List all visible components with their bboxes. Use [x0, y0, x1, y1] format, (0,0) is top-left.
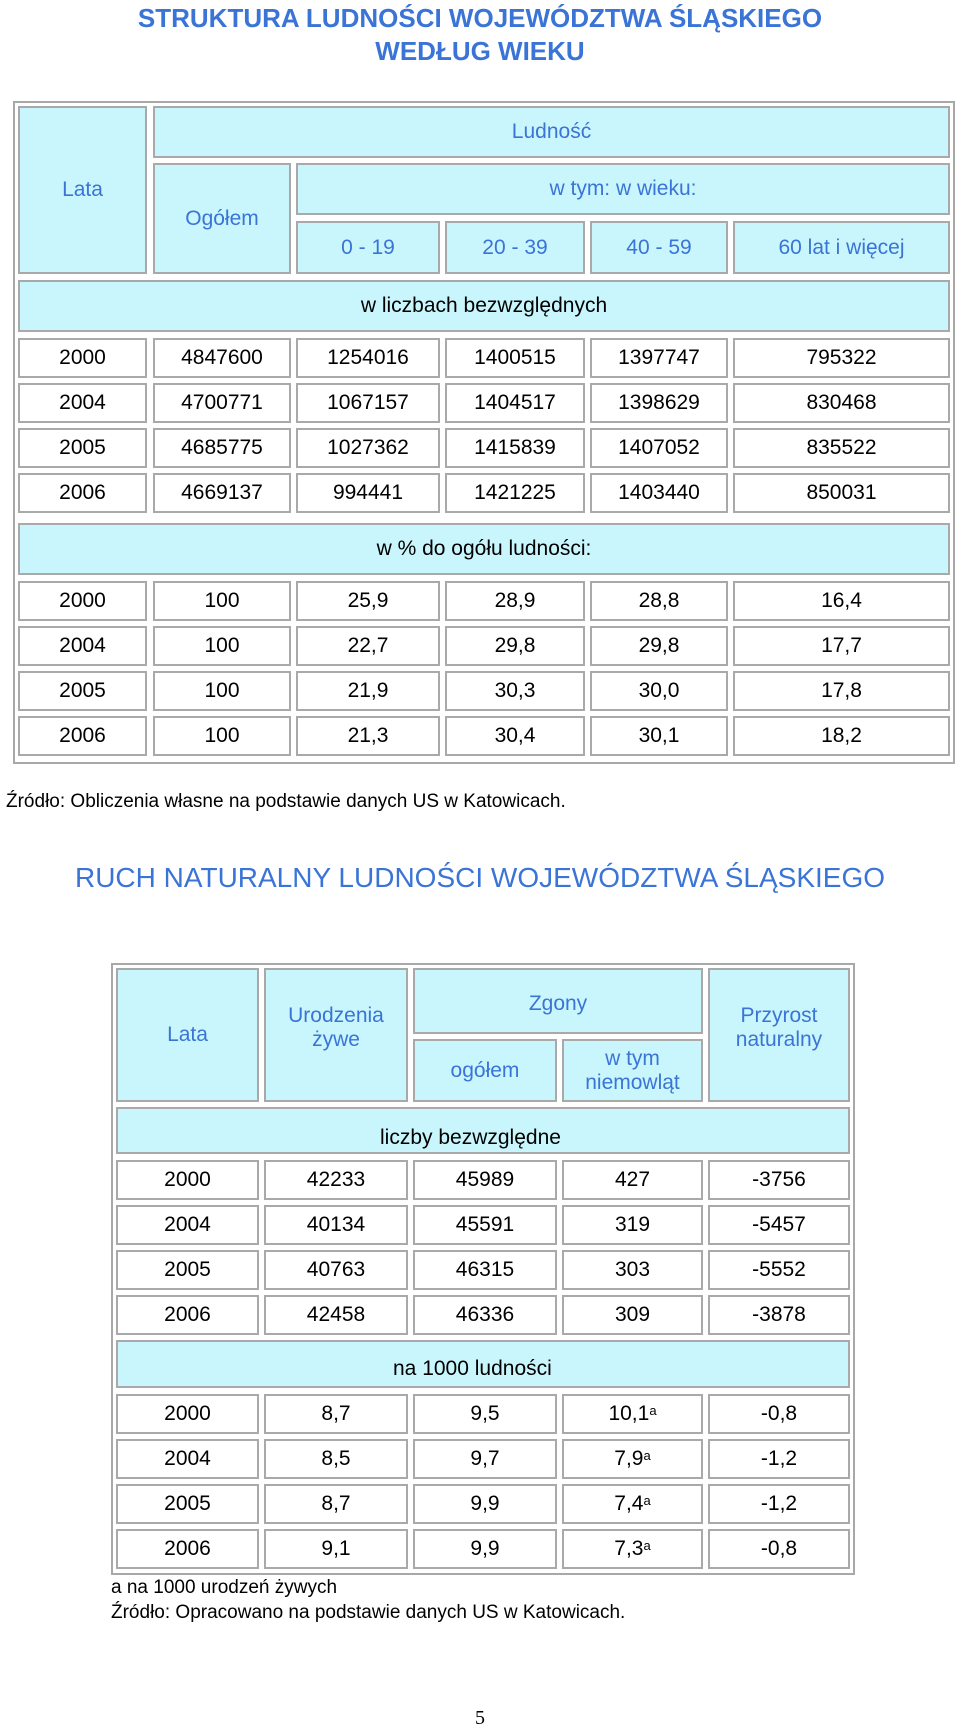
rate2-cell: 8,5	[264, 1439, 408, 1479]
pct-cell: 100	[153, 626, 291, 666]
header-w-tym: w tym: w wieku:	[296, 163, 950, 215]
pct-cell: 29,8	[590, 626, 728, 666]
table1-title-line1: STRUKTURA LUDNOŚCI WOJEWÓDZTWA ŚLĄSKIEGO	[137, 3, 823, 33]
abs2-cell: 40763	[264, 1250, 408, 1290]
rate2-cell: -1,2	[708, 1484, 850, 1524]
header-lata: Lata	[18, 106, 147, 274]
section2-per-1000: na 1000 ludności	[116, 1340, 850, 1388]
header2-niemowlat-line2: niemowląt	[585, 1070, 680, 1094]
abs2-cell: 45989	[413, 1160, 557, 1200]
rate2-cell: 8,7	[264, 1394, 408, 1434]
pct-cell: 30,3	[445, 671, 585, 711]
header2-lata: Lata	[116, 968, 259, 1102]
abs-cell: 830468	[733, 383, 950, 423]
rate2-cell: 9,9	[413, 1484, 557, 1524]
pct-cell: 100	[153, 716, 291, 756]
rate2-cell: 10,1 $^a$	[562, 1394, 703, 1434]
abs2-cell: 2005	[116, 1250, 259, 1290]
abs-cell: 1415839	[445, 428, 585, 468]
abs-cell: 1400515	[445, 338, 585, 378]
abs-cell: 1421225	[445, 473, 585, 513]
rate2-cell: 7,4 $^a$	[562, 1484, 703, 1524]
pct-cell: 30,4	[445, 716, 585, 756]
abs2-cell: 46315	[413, 1250, 557, 1290]
header2-zgony-ogolem: ogółem	[413, 1039, 557, 1102]
abs2-cell: 2004	[116, 1205, 259, 1245]
pct-cell: 2006	[18, 716, 147, 756]
infant-rate-value: 7,4	[614, 1492, 644, 1515]
abs2-cell: 46336	[413, 1295, 557, 1335]
abs-cell: 835522	[733, 428, 950, 468]
header2-niemowlat	[562, 1039, 703, 1102]
pct-cell: 2005	[18, 671, 147, 711]
abs-cell: 4685775	[153, 428, 291, 468]
header-ludnosc: Ludność	[153, 106, 950, 158]
header2-zgony: Zgony	[413, 968, 703, 1034]
pct-cell: 30,1	[590, 716, 728, 756]
abs-cell: 4669137	[153, 473, 291, 513]
infant-rate-value: 7,3	[614, 1537, 644, 1560]
rate2-cell: 2005	[116, 1484, 259, 1524]
abs-cell: 4847600	[153, 338, 291, 378]
section-percent: w % do ogółu ludności:	[18, 523, 950, 575]
rate2-cell: 7,9 $^a$	[562, 1439, 703, 1479]
header2-urodzenia-line1: Urodzenia	[288, 1004, 384, 1027]
header-age-20-39: 20 - 39	[445, 221, 585, 274]
abs2-cell: -3878	[708, 1295, 850, 1335]
pct-cell: 17,7	[733, 626, 950, 666]
abs2-cell: 427	[562, 1160, 703, 1200]
abs-cell: 2006	[18, 473, 147, 513]
page-number: 5	[475, 1707, 485, 1729]
abs-cell: 795322	[733, 338, 950, 378]
pct-cell: 17,8	[733, 671, 950, 711]
header-age-0-19: 0 - 19	[296, 221, 440, 274]
rate2-cell: 9,5	[413, 1394, 557, 1434]
abs2-cell: 2006	[116, 1295, 259, 1335]
pct-cell: 100	[153, 671, 291, 711]
pct-cell: 21,9	[296, 671, 440, 711]
pct-cell: 28,8	[590, 581, 728, 621]
abs2-cell: 42458	[264, 1295, 408, 1335]
pct-cell: 2004	[18, 626, 147, 666]
infant-rate-value: 10,1	[608, 1402, 650, 1425]
rate2-cell: 9,1	[264, 1529, 408, 1569]
abs2-cell: 303	[562, 1250, 703, 1290]
abs-cell: 1027362	[296, 428, 440, 468]
section-absolute-numbers: w liczbach bezwzględnych	[18, 280, 950, 332]
abs2-cell: -5457	[708, 1205, 850, 1245]
pct-cell: 21,3	[296, 716, 440, 756]
abs-cell: 4700771	[153, 383, 291, 423]
pct-cell: 28,9	[445, 581, 585, 621]
header2-przyrost-line2: naturalny	[735, 1028, 823, 1051]
infant-rate-value: 7,9	[614, 1447, 644, 1470]
rate2-cell: 2006	[116, 1529, 259, 1569]
header2-urodzenia	[264, 968, 408, 1102]
rate2-cell: -0,8	[708, 1529, 850, 1569]
abs-cell: 1403440	[590, 473, 728, 513]
abs-cell: 1397747	[590, 338, 728, 378]
header-ogolem: Ogółem	[153, 163, 291, 274]
section2-absolute: liczby bezwzględne	[116, 1107, 850, 1154]
abs-cell: 2004	[18, 383, 147, 423]
abs2-cell: 42233	[264, 1160, 408, 1200]
abs-cell: 1254016	[296, 338, 440, 378]
pct-cell: 22,7	[296, 626, 440, 666]
abs-cell: 994441	[296, 473, 440, 513]
rate2-cell: 2000	[116, 1394, 259, 1434]
abs2-cell: 45591	[413, 1205, 557, 1245]
header2-urodzenia-line2: żywe	[312, 1028, 360, 1051]
table2-title: RUCH NATURALNY LUDNOŚCI WOJEWÓDZTWA ŚLĄSKIEGO	[74, 862, 886, 893]
table1-source: Źródło: Obliczenia własne na podstawie danych US w Katowicach.	[6, 791, 566, 812]
abs-cell: 2000	[18, 338, 147, 378]
table1-title	[0, 2, 960, 68]
abs-cell: 1067157	[296, 383, 440, 423]
pct-cell: 25,9	[296, 581, 440, 621]
table2-footnote: a na 1000 urodzeń żywych	[111, 1577, 338, 1598]
pct-cell: 2000	[18, 581, 147, 621]
header-age-40-59: 40 - 59	[590, 221, 728, 274]
abs-cell: 1398629	[590, 383, 728, 423]
abs2-cell: -5552	[708, 1250, 850, 1290]
pct-cell: 18,2	[733, 716, 950, 756]
abs2-cell: -3756	[708, 1160, 850, 1200]
header2-przyrost-line1: Przyrost	[740, 1004, 818, 1027]
abs-cell: 1407052	[590, 428, 728, 468]
pct-cell: 16,4	[733, 581, 950, 621]
rate2-cell: 7,3 $^a$	[562, 1529, 703, 1569]
abs2-cell: 309	[562, 1295, 703, 1335]
table1-title-line2: WEDŁUG WIEKU	[375, 36, 585, 66]
abs-cell: 2005	[18, 428, 147, 468]
abs2-cell: 319	[562, 1205, 703, 1245]
abs-cell: 850031	[733, 473, 950, 513]
header-age-60-plus: 60 lat i więcej	[733, 221, 950, 274]
table2-source: Źródło: Opracowano na podstawie danych US w Katowicach.	[111, 1602, 626, 1623]
rate2-cell: 8,7	[264, 1484, 408, 1524]
pct-cell: 29,8	[445, 626, 585, 666]
header2-niemowlat-line1: w tym	[605, 1046, 660, 1070]
rate2-cell: 9,7	[413, 1439, 557, 1479]
pct-cell: 30,0	[590, 671, 728, 711]
rate2-cell: 2004	[116, 1439, 259, 1479]
rate2-cell: 9,9	[413, 1529, 557, 1569]
pct-cell: 100	[153, 581, 291, 621]
rate2-cell: -1,2	[708, 1439, 850, 1479]
abs-cell: 1404517	[445, 383, 585, 423]
header2-przyrost	[708, 968, 850, 1102]
abs2-cell: 40134	[264, 1205, 408, 1245]
rate2-cell: -0,8	[708, 1394, 850, 1434]
abs2-cell: 2000	[116, 1160, 259, 1200]
